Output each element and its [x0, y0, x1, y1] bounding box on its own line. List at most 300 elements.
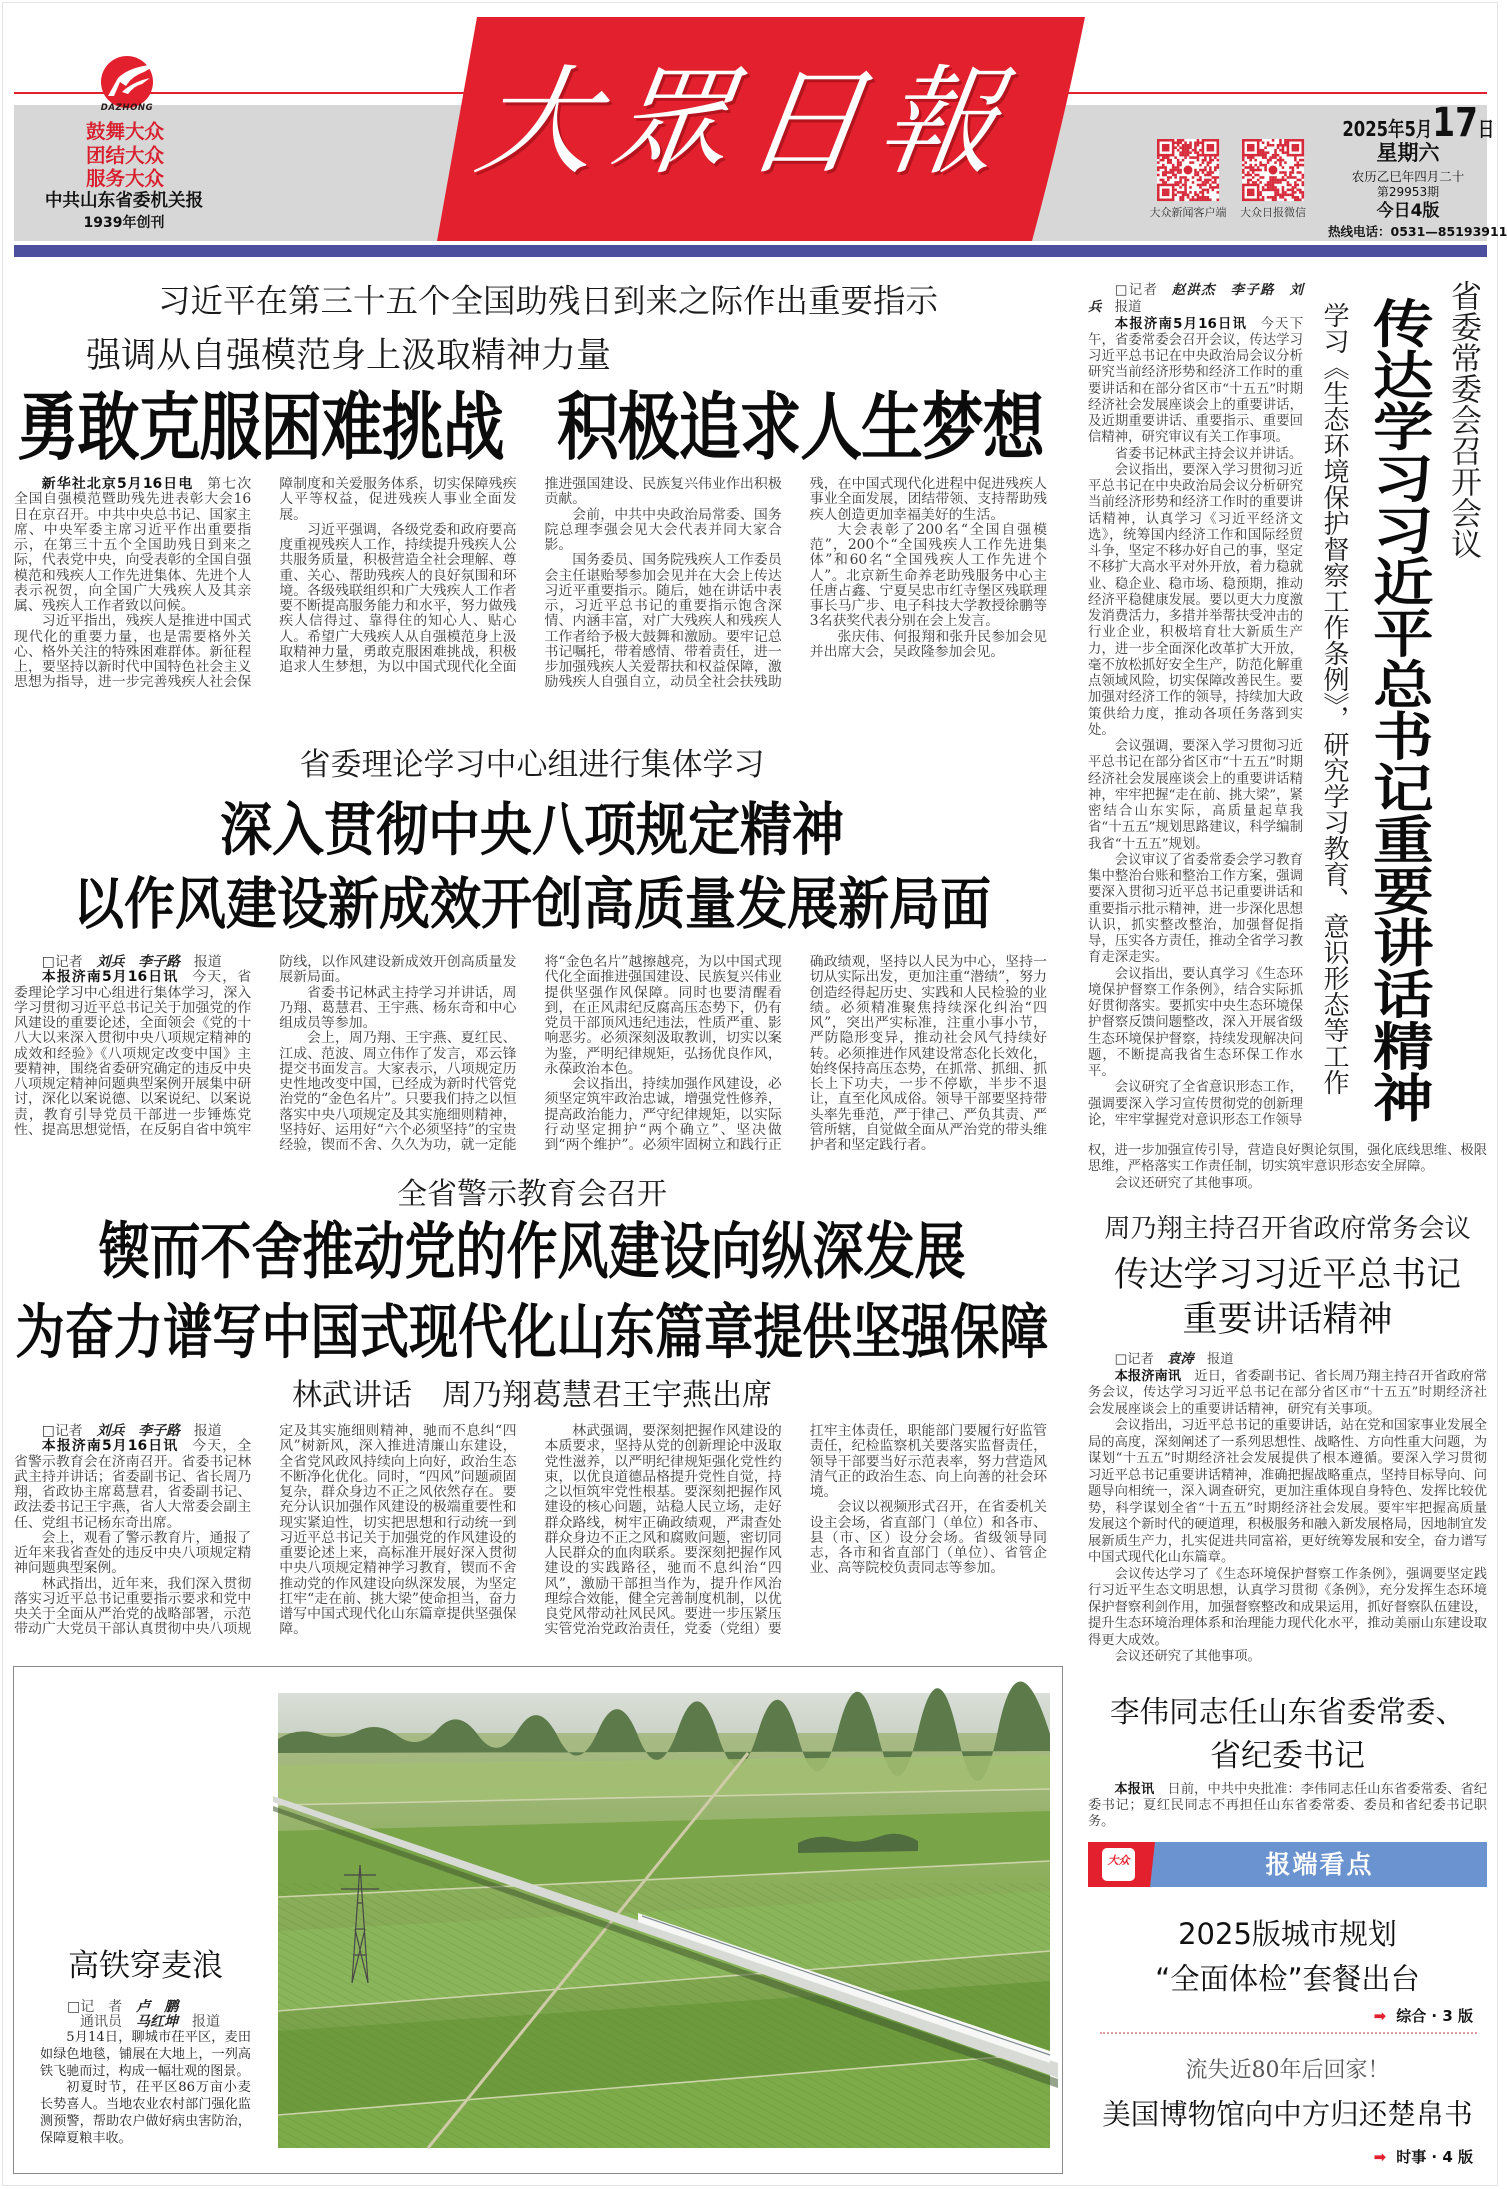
qr-module: [1169, 169, 1172, 172]
qr-module: [1247, 156, 1250, 159]
qr-module: [1259, 199, 1262, 202]
qr-module: [1169, 176, 1172, 179]
highlight-headline-line[interactable]: 美国博物馆向中方归还楚帛书: [1102, 2098, 1473, 2131]
qr-module: [1249, 164, 1252, 167]
byline-suffix: 报道: [1206, 1352, 1234, 1367]
qr-module: [1202, 141, 1205, 144]
qr-module: [1217, 176, 1220, 179]
article-paragraph: [1088, 317, 1303, 447]
qr-module: [1282, 159, 1285, 162]
qr-module: [1259, 176, 1262, 179]
qr-module: [1242, 146, 1245, 149]
qr-module: [1292, 191, 1295, 194]
date-day: 17: [1432, 100, 1478, 146]
qr-module: [1214, 176, 1217, 179]
qr-module: [1192, 181, 1195, 184]
qr-module: [1262, 189, 1265, 192]
qr-module: [1207, 139, 1210, 142]
qr-module: [1217, 184, 1220, 187]
qr-module: [1172, 184, 1175, 187]
qr-module: [1199, 164, 1202, 167]
qr-module: [1199, 169, 1202, 172]
qr-module: [1294, 184, 1297, 187]
qr-module: [1217, 146, 1220, 149]
qr-module: [1297, 161, 1300, 164]
qr-module: [1249, 191, 1252, 194]
highlight-headline-line[interactable]: “全面体检”套餐出台: [1155, 1962, 1420, 1996]
qr-module: [1162, 194, 1165, 197]
qr-module: [1294, 181, 1297, 184]
qr-module: [1284, 141, 1287, 144]
qr-module: [1207, 179, 1210, 182]
qr-module: [1249, 174, 1252, 177]
theory-kicker: 省委理论学习中心组进行集体学习: [299, 747, 765, 783]
article-paragraph: 会前，中共中央政治局常委、国务院总理李强会见大会代表并同大家合影。: [544, 506, 782, 554]
credit-suffix: 报道: [192, 2014, 220, 2030]
qr-module: [1157, 191, 1160, 194]
qr-module: [1179, 191, 1182, 194]
qr-module: [1167, 184, 1170, 187]
qr-module: [1272, 181, 1275, 184]
qr-module: [1174, 194, 1177, 197]
qr-module: [1167, 199, 1170, 202]
qr-module: [1172, 199, 1175, 202]
qr-module: [1182, 149, 1185, 152]
qr-module: [1192, 196, 1195, 199]
qr-module: [1249, 179, 1252, 182]
qr-module: [1254, 159, 1257, 162]
qr-module: [1252, 184, 1255, 187]
qr-module: [1249, 189, 1252, 192]
qr-module: [1289, 194, 1292, 197]
qr-module: [1277, 146, 1280, 149]
lead-headline-part: 勇敢克服困难挑战: [17, 384, 504, 471]
qr-module: [1194, 144, 1197, 147]
qr-module: [1162, 159, 1165, 162]
qr-module: [1214, 186, 1217, 189]
qr-module: [1297, 139, 1300, 142]
qr-module: [1249, 149, 1252, 152]
qr-module: [1187, 144, 1190, 147]
qr-module: [1212, 149, 1215, 152]
qr-module: [1279, 141, 1282, 144]
qr-module: [1207, 181, 1210, 184]
qr-module: [1294, 156, 1297, 159]
qr-module: [1297, 189, 1300, 192]
qr-module: [1177, 169, 1180, 172]
qr-module: [1297, 179, 1300, 182]
qr-module: [1179, 146, 1182, 149]
qr-module: [1284, 174, 1287, 177]
qr-module: [1209, 139, 1212, 142]
qr-module: [1254, 154, 1257, 157]
qr-module: [1264, 151, 1267, 154]
qr-module: [1207, 146, 1210, 149]
qr-module: [1242, 171, 1245, 174]
qr-module: [1262, 154, 1265, 157]
qr-module: [1197, 194, 1200, 197]
qr-module: [1272, 189, 1275, 192]
qr-module: [1162, 191, 1165, 194]
qr-module: [1157, 144, 1160, 147]
qr-module: [1242, 191, 1245, 194]
qr-module: [1184, 149, 1187, 152]
qr-module: [1297, 146, 1300, 149]
qr-module: [1242, 154, 1245, 157]
qr-module: [1202, 169, 1205, 172]
qr-module: [1207, 144, 1210, 147]
qr-module: [1279, 156, 1282, 159]
qr-module: [1184, 176, 1187, 179]
qr-module: [1172, 169, 1175, 172]
qr-module: [1164, 181, 1167, 184]
qr-module: [1212, 144, 1215, 147]
qr-module: [1267, 184, 1270, 187]
qr-module: [1212, 189, 1215, 192]
qr-module: [1267, 141, 1270, 144]
committee-subhead: 学习《生态环境保护督察工作条例》，研究学习教育、意识形态等工作: [1319, 302, 1349, 1095]
qr-module: [1174, 189, 1177, 192]
byline-label: □记者: [1114, 1352, 1154, 1367]
qr-module: [1249, 139, 1252, 142]
qr-module: [1277, 191, 1280, 194]
qr-module: [1289, 176, 1292, 179]
qr-module: [1292, 196, 1295, 199]
qr-module: [1157, 186, 1160, 189]
qr-module: [1187, 154, 1190, 157]
qr-module: [1164, 154, 1167, 157]
qr-module: [1182, 199, 1185, 202]
article-paragraph: 林武强调，要深刻把握作风建设的本质要求，坚持从党的创新理论中汲取党性滋养，以严明纪律规矩强化党性约束，以优良道德品格提升党性自觉，持之以恒筑牢党性根基。要深刻把握作风建设的核心问题，站稳人民立场，走好群众路线，树牢正确政绩观，严肃查处群众身边不正之风和腐败问题，密切同人民群众的血肉联系。要深刻把握作风建设的实践路径，驰而不息纠治“四风”，激励干部担当作为，提升作风治理综合效能，健全完善制度机制，以优良党风带动社风民风。要进一步压紧压实管党治党政治责任，党委（党组）要扛牢主体责任，职能部门要履行好监管责任，纪检监察机关要落实监督责任，领导干部要当好示范表率，努力营造风清气正的政治生态、向上向善的社会环境。: [544, 1423, 1047, 1638]
qr-module: [1209, 161, 1212, 164]
qr-module: [1194, 141, 1197, 144]
qr-module: [1299, 159, 1302, 162]
article-paragraph: [14, 477, 251, 614]
qr-module: [1212, 159, 1215, 162]
qr-module: [1162, 164, 1165, 167]
qr-module: [1244, 174, 1247, 177]
paragraph-text: 第七次全国自强模范暨助残先进表彰大会16日在京召开。中共中央总书记、国家主席、中央军委主席习近平作出重要指示，在第三十五个全国助残日到来之际，代表党中央，向受表彰的全国自强模范和残疾人工作先进集体、先进个人表示祝贺，向全国广大残疾人及其亲属、残疾人工作者致以问候。: [14, 476, 252, 615]
qr-module: [1212, 139, 1215, 142]
article-paragraph: 会上，周乃翔、王宇燕、夏红民、江成、范波、周立伟作了发言，邓云锋提交书面发言。大家表示，八项规定历史性地改变中国，已经成为新时代管党治党的“金色名片”。只要我们持之以恒落实中央八项规定及其实施细则精神，坚持好、运用好“六个必须坚持”的宝贵经验，锲而不舍、久久为功，就一定能将“金色名片”越擦越亮，为以中国式现代化全面推进强国建设、民族复兴伟业提供坚强作风保障。同时也要清醒看到，在正风肃纪反腐高压态势下，仍有党员干部顶风违纪违法，性质严重、影响恶劣。必须深刻汲取教训，切实以案为鉴，严明纪律规矩，弘扬优良作风，永葆政治本色。: [279, 954, 782, 1154]
qr-module: [1257, 169, 1260, 172]
qr-module: [1164, 166, 1167, 169]
credit-name: 马红坤: [136, 2014, 178, 2030]
qr-module: [1274, 176, 1277, 179]
byline: [1088, 1352, 1487, 1369]
qr-module: [1184, 194, 1187, 197]
qr-module: [1162, 149, 1165, 152]
qr-module: [1269, 159, 1272, 162]
qr-module: [1202, 146, 1205, 149]
qr-module: [1242, 184, 1245, 187]
article-paragraph: 会议指出，要深入学习贯彻习近平总书记在中央政治局会议分析研究当前经济形势和经济工作时的重要讲话精神，认真学习《习近平经济文选》，统筹国内经济工作和国际经贸斗争，坚定不移办好自己的事，坚定不移扩大高水平对外开放，着力稳就业、稳企业、稳市场、稳预期，推动经济平稳健康发展。要以更大力度激发消费活力，多措并举帮扶受冲击的行业企业，积极培育壮大新质生产力，进一步全面深化改革扩大开放，毫不放松抓好安全生产，防范化解重点领域风险，切实保障改善民生。要加强对经济工作的领导，持续加大政策供给力度，推动各项任务落到实处。: [1088, 462, 1303, 738]
newspaper-organ: 中共山东省委机关报: [44, 191, 204, 211]
qr-module: [1167, 149, 1170, 152]
qr-module: [1269, 181, 1272, 184]
qr-module: [1189, 141, 1192, 144]
qr-module: [1292, 146, 1295, 149]
qr-module: [1287, 184, 1290, 187]
qr-module: [1299, 154, 1302, 157]
qr-module: [1274, 196, 1277, 199]
qr-module: [1269, 189, 1272, 192]
lead-subkicker: 强调从自强模范身上汲取精神力量: [86, 336, 612, 376]
highlight-headline-line[interactable]: 2025版城市规划: [1178, 1917, 1397, 1951]
paragraph-text: 日前，中共中央批准：李伟同志任山东省委常委、省纪委书记；夏红民同志不再担任山东省委常委、委员和省纪委书记职务。: [1088, 1782, 1488, 1829]
qr-module: [1162, 199, 1165, 202]
qr-module: [1249, 156, 1252, 159]
qr-module: [1182, 191, 1185, 194]
qr-module: [1179, 186, 1182, 189]
qr-module: [1217, 191, 1220, 194]
qr-module: [1257, 199, 1260, 202]
qr-module: [1162, 184, 1165, 187]
qr-module: [1157, 141, 1160, 144]
appointment-headline-line: 李伟同志任山东省委常委、: [1109, 1695, 1466, 1729]
qr-module: [1262, 176, 1265, 179]
lead-kicker: 习近平在第三十五个全国助残日到来之际作出重要指示: [158, 282, 939, 320]
qr-module: [1194, 174, 1197, 177]
qr-module: [1282, 146, 1285, 149]
qr-module: [1277, 159, 1280, 162]
qr-module: [1202, 181, 1205, 184]
qr-module: [1249, 194, 1252, 197]
qr-module: [1157, 166, 1160, 169]
qr-module: [1214, 181, 1217, 184]
article-paragraph: 省委书记林武主持学习并讲话，周乃翔、葛慧君、王宇燕、杨东奇和中心组成员等参加。: [279, 984, 517, 1032]
highlight-page-ref[interactable]: [1374, 2007, 1473, 2025]
qr-module: [1282, 149, 1285, 152]
qr-module: [1257, 141, 1260, 144]
qr-module: [1167, 191, 1170, 194]
lead-headline-part: 积极追求人生梦想: [557, 384, 1044, 471]
qr-module: [1279, 171, 1282, 174]
qr-module: [1282, 144, 1285, 147]
byline: [14, 1424, 251, 1439]
warning-subline: 林武讲话 周乃翔葛慧君王宇燕出席: [292, 1378, 772, 1413]
qr-module: [1279, 159, 1282, 162]
qr-module: [1207, 196, 1210, 199]
qr-module: [1172, 194, 1175, 197]
qr-module: [1169, 171, 1172, 174]
qr-module: [1242, 164, 1245, 167]
qr-module: [1299, 191, 1302, 194]
qr-module: [1209, 146, 1212, 149]
gov-headline-line: 重要讲话精神: [1182, 1300, 1393, 1340]
qr-module: [1172, 139, 1175, 142]
credit-name: 卢 鹏: [136, 1999, 179, 2015]
qr-module: [1157, 146, 1160, 149]
qr-module: [1179, 176, 1182, 179]
qr-module: [1172, 146, 1175, 149]
qr-module: [1244, 161, 1247, 164]
caption-paragraph: 初夏时节，茌平区86万亩小麦长势喜人。当地农业农村部门强化监测预警，帮助农户做好病虫害防治，保障夏粮丰收。: [40, 2080, 251, 2146]
byline-suffix: 报道: [193, 954, 222, 970]
qr-module: [1257, 151, 1260, 154]
qr-module: [1202, 149, 1205, 152]
qr-module: [1214, 139, 1217, 142]
qr-module: [1194, 191, 1197, 194]
qr-module: [1182, 151, 1185, 154]
qr-module: [1164, 156, 1167, 159]
lead-article-body: [14, 477, 1047, 691]
qr-module: [1217, 159, 1220, 162]
article-paragraph: 习近平指出，残疾人是推进中国式现代化的重要力量，也是需要格外关心、格外关注的特殊困难群体。新征程上，要坚持以新时代中国特色社会主义思想为指导，进一步完善残疾人社会保障制度和关爱服务体系，切实保障残疾人平等权益，促进残疾人事业全面发展。: [14, 476, 517, 691]
qr-module: [1287, 154, 1290, 157]
qr-module: [1294, 159, 1297, 162]
qr-module: [1177, 184, 1180, 187]
qr-module: [1159, 184, 1162, 187]
qr-module: [1187, 179, 1190, 182]
qr-module: [1179, 151, 1182, 154]
photo-title: 高铁穿麦浪: [68, 1948, 223, 1984]
qr-module: [1302, 159, 1305, 162]
qr-module: [1167, 139, 1170, 142]
qr-module: [1202, 161, 1205, 164]
qr-module: [1159, 139, 1162, 142]
qr-module: [1247, 194, 1250, 197]
qr-module: [1299, 199, 1302, 202]
qr-module: [1207, 171, 1210, 174]
qr-module: [1212, 186, 1215, 189]
qr-module: [1204, 156, 1207, 159]
qr-module: [1284, 194, 1287, 197]
qr-module: [1192, 199, 1195, 202]
qr-module: [1279, 194, 1282, 197]
qr-module: [1194, 199, 1197, 202]
qr-module: [1277, 189, 1280, 192]
qr-module: [1199, 149, 1202, 152]
highlight-page-ref[interactable]: [1374, 2148, 1473, 2166]
qr-module: [1157, 196, 1160, 199]
qr-module: [1209, 174, 1212, 177]
qr-module: [1242, 176, 1245, 179]
qr-module: [1292, 176, 1295, 179]
qr-module: [1294, 196, 1297, 199]
qr-module: [1157, 151, 1160, 154]
qr-module: [1214, 179, 1217, 182]
article-paragraph: 会上，观看了警示教育片，通报了近年来我省查处的违反中央八项规定精神问题典型案例。: [14, 1529, 252, 1577]
qr-module: [1302, 154, 1305, 157]
date-prefix: 2025年5月: [1342, 117, 1433, 141]
photo-credit: [67, 1999, 278, 2015]
qr-module: [1267, 161, 1270, 164]
qr-module: [1264, 169, 1267, 172]
gov-article-body: [1088, 1352, 1487, 1668]
qr-code-wechat[interactable]: [1242, 139, 1304, 201]
qr-module: [1197, 139, 1200, 142]
qr-module: [1184, 184, 1187, 187]
qr-label-wechat: 大众日报微信: [1240, 206, 1306, 219]
qr-module: [1299, 164, 1302, 167]
masthead-title-logo: 大眾日報: [468, 53, 1024, 191]
appointment-body: [1088, 1782, 1488, 1829]
qr-module: [1302, 181, 1305, 184]
qr-module: [1187, 196, 1190, 199]
article-paragraph: 大会表彰了200名“全国自强模范”，200个“全国残疾人工作先进集体”和60名“全国残疾人工作先进个人”。北京新生命养老助残服务中心主任唐占鑫、宁夏吴忠市红寺堡区残联理事长马广步、电子科技大学教授徐鹏等3名获奖代表分别在会上发言。: [809, 521, 1047, 630]
qr-module: [1247, 189, 1250, 192]
date-suffix: 日: [1477, 117, 1495, 141]
qr-module: [1287, 139, 1290, 142]
qr-module: [1189, 151, 1192, 154]
qr-module: [1284, 139, 1287, 142]
article-paragraph: 会议指出，要认真学习《生态环境保护督察工作条例》，结合实际抓好贯彻落实。要抓实中央生态环境保护督察反馈问题整改，深入开展省级生态环境保护督察，持续发现解决问题，不断提高我省生态环保工作水平。: [1088, 966, 1303, 1079]
qr-module: [1202, 184, 1205, 187]
qr-module: [1302, 164, 1305, 167]
qr-module: [1184, 181, 1187, 184]
qr-module: [1302, 176, 1305, 179]
qr-module: [1257, 186, 1260, 189]
qr-module: [1197, 179, 1200, 182]
qr-module: [1289, 189, 1292, 192]
credit-role: □记 者: [67, 1999, 123, 2015]
qr-module: [1187, 151, 1190, 154]
qr-module: [1287, 149, 1290, 152]
qr-module: [1199, 199, 1202, 202]
gov-headline-line: 传达学习习近平总书记: [1114, 1255, 1461, 1295]
qr-module: [1282, 189, 1285, 192]
qr-module: [1177, 166, 1180, 169]
qr-module: [1249, 169, 1252, 172]
qr-module: [1284, 191, 1287, 194]
qr-module: [1252, 199, 1255, 202]
qr-module: [1277, 181, 1280, 184]
byline: [14, 955, 251, 970]
qr-module: [1297, 199, 1300, 202]
qr-label-news-app: 大众新闻客户端: [1149, 206, 1227, 219]
qr-module: [1299, 189, 1302, 192]
qr-module: [1162, 144, 1165, 147]
qr-module: [1174, 181, 1177, 184]
qr-module: [1212, 181, 1215, 184]
qr-module: [1199, 176, 1202, 179]
byline-names: 袁涛: [1167, 1352, 1194, 1367]
qr-module: [1207, 199, 1210, 202]
qr-module: [1249, 146, 1252, 149]
qr-module: [1204, 169, 1207, 172]
qr-module: [1257, 189, 1260, 192]
qr-module: [1184, 144, 1187, 147]
qr-module: [1164, 146, 1167, 149]
qr-module: [1294, 154, 1297, 157]
qr-module: [1249, 144, 1252, 147]
qr-module: [1164, 194, 1167, 197]
qr-module: [1284, 151, 1287, 154]
qr-module: [1192, 161, 1195, 164]
qr-module: [1264, 156, 1267, 159]
qr-module: [1302, 149, 1305, 152]
byline-label: □记者: [1114, 283, 1159, 298]
qr-module: [1182, 139, 1185, 142]
qr-module: [1252, 171, 1255, 174]
article-paragraph: 省委书记林武主持会议并讲话。: [1114, 446, 1303, 462]
qr-module: [1172, 149, 1175, 152]
qr-code-news-app[interactable]: [1157, 139, 1219, 201]
qr-module: [1247, 154, 1250, 157]
qr-module: [1272, 179, 1275, 182]
qr-module: [1299, 139, 1302, 142]
qr-module: [1302, 196, 1305, 199]
highlight-kicker: 流失近80年后回家！: [1185, 2058, 1390, 2083]
qr-module: [1157, 184, 1160, 187]
qr-module: [1172, 171, 1175, 174]
qr-module: [1269, 144, 1272, 147]
qr-module: [1302, 151, 1305, 154]
qr-module: [1252, 156, 1255, 159]
qr-module: [1274, 156, 1277, 159]
qr-module: [1279, 181, 1282, 184]
